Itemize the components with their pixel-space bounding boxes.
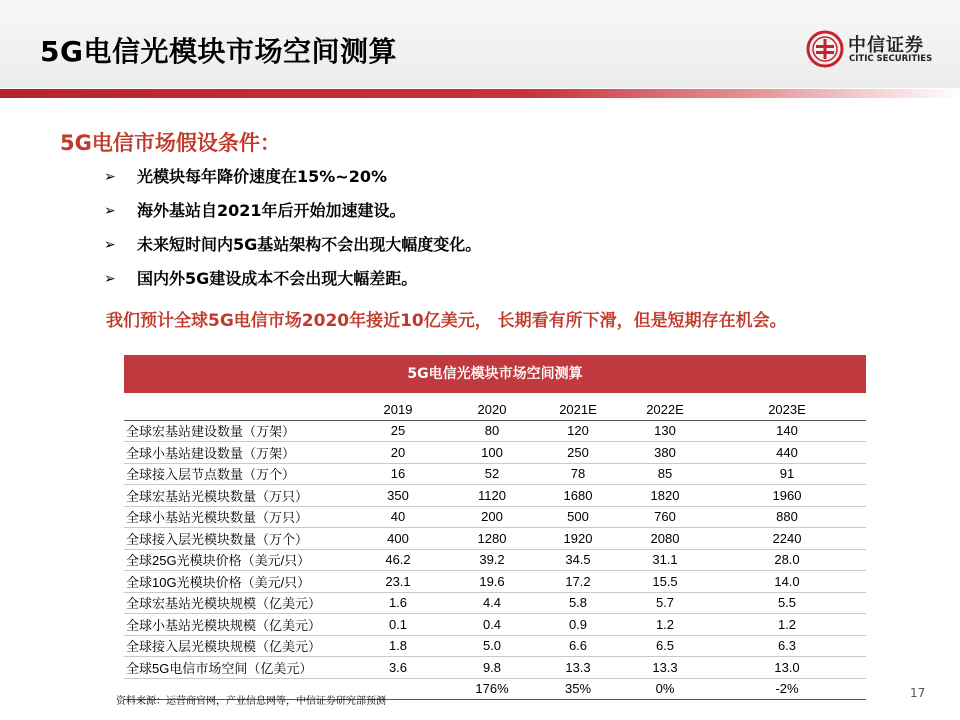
table-row <box>124 571 866 593</box>
table-cell: 3.6 <box>346 657 450 679</box>
table-cell: 1280 <box>450 528 534 550</box>
table-cell: 1.2 <box>708 614 866 636</box>
table-cell: 35% <box>534 678 622 700</box>
table-cell: 120 <box>534 420 622 442</box>
column-header: 2020 <box>450 399 534 420</box>
table-cell: 46.2 <box>346 549 450 571</box>
assumption-item <box>104 234 481 268</box>
row-label: 全球10G光模块价格（美元/只） <box>124 571 346 593</box>
row-label: 全球小基站光模块规模（亿美元） <box>124 614 346 636</box>
assumptions-heading: 5G电信市场假设条件： <box>60 131 281 155</box>
header-divider <box>0 89 960 98</box>
table-row <box>124 528 866 550</box>
row-label: 全球接入层节点数量（万个） <box>124 463 346 485</box>
table-row <box>124 485 866 507</box>
table-cell: 5.0 <box>450 635 534 657</box>
assumption-text: 国内外5G建设成本不会出现大幅差距。 <box>137 269 418 288</box>
logo-english-name: CITIC SECURITIES <box>849 54 933 64</box>
table-cell: 130 <box>622 420 708 442</box>
table-row <box>124 506 866 528</box>
table-cell: 400 <box>346 528 450 550</box>
table-row <box>124 614 866 636</box>
column-header: 2022E <box>622 399 708 420</box>
table-cell: 250 <box>534 442 622 464</box>
source-note: 资料来源：运营商官网，产业信息网等，中信证券研究部预测 <box>116 696 386 707</box>
table-cell: 0.1 <box>346 614 450 636</box>
table-row <box>124 442 866 464</box>
table-cell: -2% <box>708 678 866 700</box>
conclusion-text: 我们预计全球5G电信市场2020年接近10亿美元， 长期看有所下滑，但是短期存在机会。 <box>106 311 787 331</box>
table-cell: 20 <box>346 442 450 464</box>
column-header: 2023E <box>708 399 866 420</box>
table-cell: 39.2 <box>450 549 534 571</box>
table-cell: 23.1 <box>346 571 450 593</box>
arrow-bullet-icon: ➢ <box>104 203 116 219</box>
table-cell: 13.3 <box>534 657 622 679</box>
market-size-table <box>124 399 866 700</box>
table-cell: 5.8 <box>534 592 622 614</box>
table-cell: 5.7 <box>622 592 708 614</box>
assumptions-list <box>104 166 481 302</box>
table-cell: 6.5 <box>622 635 708 657</box>
table-cell: 13.0 <box>708 657 866 679</box>
table-cell: 0.9 <box>534 614 622 636</box>
table-cell: 1120 <box>450 485 534 507</box>
table-row <box>124 592 866 614</box>
table-cell: 9.8 <box>450 657 534 679</box>
table-cell: 440 <box>708 442 866 464</box>
table-cell: 4.4 <box>450 592 534 614</box>
table-cell: 1680 <box>534 485 622 507</box>
table-cell: 140 <box>708 420 866 442</box>
table-cell: 380 <box>622 442 708 464</box>
table-cell: 1.8 <box>346 635 450 657</box>
table-cell: 16 <box>346 463 450 485</box>
table-cell: 15.5 <box>622 571 708 593</box>
table-cell: 6.6 <box>534 635 622 657</box>
table-cell: 200 <box>450 506 534 528</box>
row-label: 全球宏基站建设数量（万架） <box>124 420 346 442</box>
table-cell: 13.3 <box>622 657 708 679</box>
assumption-item <box>104 200 481 234</box>
table-row <box>124 549 866 571</box>
table-cell: 760 <box>622 506 708 528</box>
table-cell: 28.0 <box>708 549 866 571</box>
row-label: 全球小基站光模块数量（万只） <box>124 506 346 528</box>
table-cell: 100 <box>450 442 534 464</box>
row-label: 全球5G电信市场空间（亿美元） <box>124 657 346 679</box>
table-row <box>124 420 866 442</box>
row-label: 全球25G光模块价格（美元/只） <box>124 549 346 571</box>
table-cell: 500 <box>534 506 622 528</box>
table-cell: 85 <box>622 463 708 485</box>
column-header <box>124 399 346 420</box>
table-cell: 91 <box>708 463 866 485</box>
arrow-bullet-icon: ➢ <box>104 237 116 253</box>
header-bar <box>0 0 960 88</box>
assumption-item <box>104 268 481 302</box>
table-cell: 0% <box>622 678 708 700</box>
table-cell: 6.3 <box>708 635 866 657</box>
table-cell: 350 <box>346 485 450 507</box>
page-title: 5G电信光模块市场空间测算 <box>40 35 397 68</box>
column-header: 2021E <box>534 399 622 420</box>
table-cell: 880 <box>708 506 866 528</box>
table-cell: 176% <box>450 678 534 700</box>
table-cell: 25 <box>346 420 450 442</box>
table-cell: 2240 <box>708 528 866 550</box>
assumption-text: 未来短时间内5G基站架构不会出现大幅度变化。 <box>137 235 482 254</box>
citic-logo <box>806 30 946 70</box>
row-label: 全球接入层光模块数量（万个） <box>124 528 346 550</box>
table-cell: 17.2 <box>534 571 622 593</box>
table-cell: 1.2 <box>622 614 708 636</box>
table-row <box>124 657 866 679</box>
column-header: 2019 <box>346 399 450 420</box>
row-label: 全球小基站建设数量（万架） <box>124 442 346 464</box>
table-cell: 40 <box>346 506 450 528</box>
table-cell: 78 <box>534 463 622 485</box>
row-label: 全球接入层光模块规模（亿美元） <box>124 635 346 657</box>
arrow-bullet-icon: ➢ <box>104 271 116 287</box>
table-row <box>124 635 866 657</box>
row-label: 全球宏基站光模块规模（亿美元） <box>124 592 346 614</box>
table-cell: 80 <box>450 420 534 442</box>
assumption-text: 光模块每年降价速度在15%~20% <box>137 167 388 186</box>
table-cell: 34.5 <box>534 549 622 571</box>
assumption-text: 海外基站自2021年后开始加速建设。 <box>137 201 406 220</box>
page-number: 17 <box>910 686 926 700</box>
assumption-item <box>104 166 481 200</box>
table-cell: 52 <box>450 463 534 485</box>
row-label: 全球宏基站光模块数量（万只） <box>124 485 346 507</box>
table-row <box>124 463 866 485</box>
table-cell: 2080 <box>622 528 708 550</box>
table-cell: 1820 <box>622 485 708 507</box>
table-cell: 31.1 <box>622 549 708 571</box>
table-title: 5G电信光模块市场空间测算 <box>124 355 866 393</box>
table-cell: 14.0 <box>708 571 866 593</box>
table-header-row <box>124 399 866 420</box>
table-cell: 0.4 <box>450 614 534 636</box>
table-cell: 5.5 <box>708 592 866 614</box>
table-cell: 1960 <box>708 485 866 507</box>
table-cell: 1.6 <box>346 592 450 614</box>
table-cell: 19.6 <box>450 571 534 593</box>
logo-chinese-name: 中信证券 <box>848 35 924 56</box>
citic-logo-icon <box>806 30 844 68</box>
arrow-bullet-icon: ➢ <box>104 169 116 185</box>
table-cell: 1920 <box>534 528 622 550</box>
